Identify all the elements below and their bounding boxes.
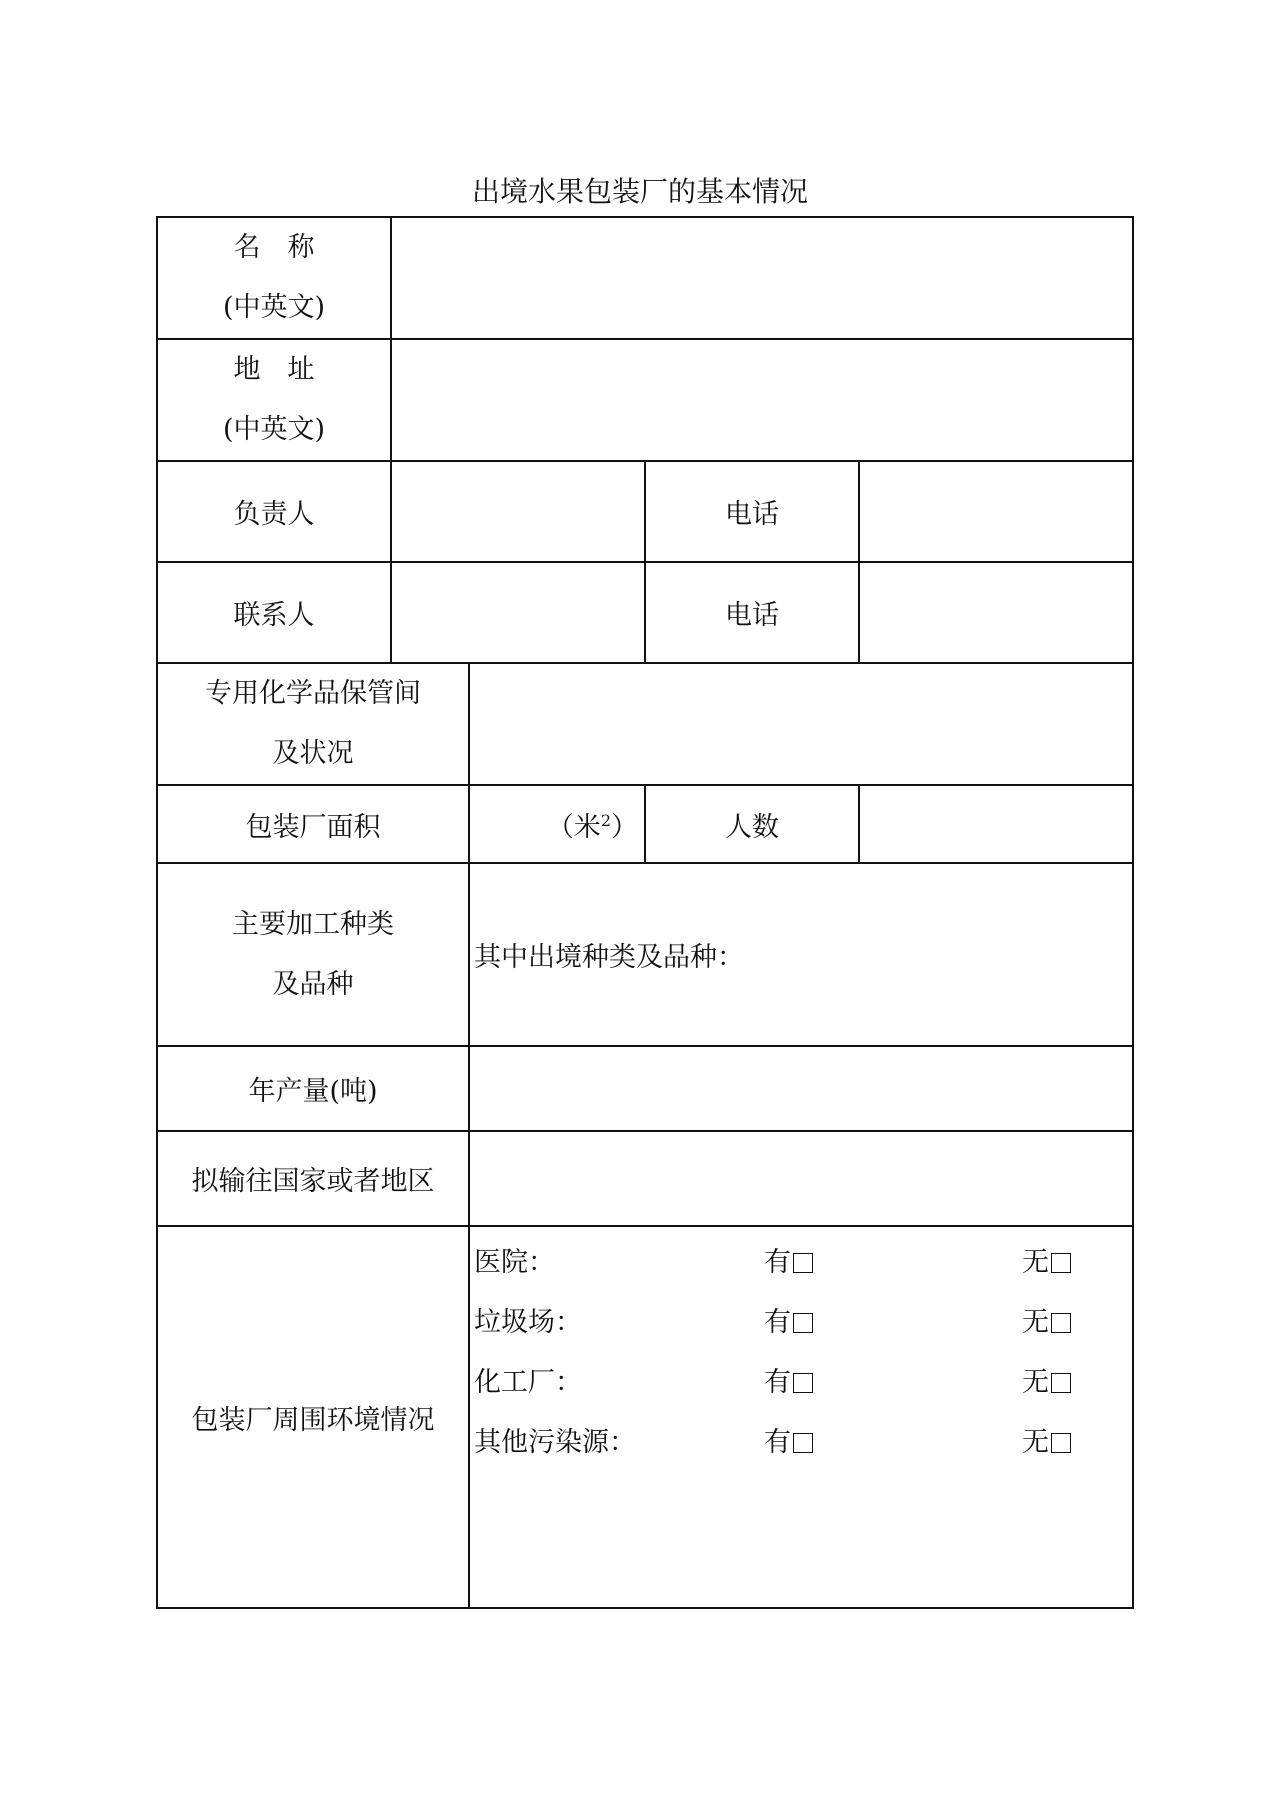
page-title: 出境水果包装厂的基本情况 <box>471 175 808 208</box>
env-row-other-pollution <box>474 1423 1132 1463</box>
address-label-lang: (中英文) <box>222 414 326 445</box>
checkbox-icon[interactable] <box>1051 1313 1071 1333</box>
headcount-field[interactable] <box>859 785 1133 863</box>
env-item-label: 医院： <box>474 1247 555 1278</box>
processing-label: 主要加工种类 <box>232 908 394 940</box>
env-no-option[interactable]: 无 <box>1022 1363 1071 1403</box>
checkbox-icon[interactable] <box>1051 1253 1071 1273</box>
env-item-label: 化工厂： <box>474 1367 582 1398</box>
area-label: 包装厂面积 <box>157 785 469 863</box>
person-in-charge-label: 负责人 <box>157 461 391 562</box>
contact-field[interactable] <box>391 562 645 663</box>
checkbox-icon[interactable] <box>1051 1433 1071 1453</box>
env-row-hospital <box>474 1243 1132 1283</box>
processing-field[interactable] <box>469 863 1133 1046</box>
chemical-label: 专用化学品保管间 <box>205 678 421 709</box>
export-varieties-text: 其中出境种类及品种： <box>474 942 744 973</box>
environment-field <box>469 1226 1133 1608</box>
person-in-charge-field[interactable] <box>391 461 645 562</box>
env-yes-option[interactable]: 有 <box>764 1363 813 1403</box>
environment-checklist <box>470 1227 1132 1607</box>
destination-field[interactable] <box>469 1131 1133 1226</box>
address-label: 地 址 <box>233 354 315 385</box>
contact-label: 联系人 <box>157 562 391 663</box>
area-field[interactable] <box>469 785 645 863</box>
checkbox-icon[interactable] <box>793 1313 813 1333</box>
area-unit: （米 <box>546 811 601 843</box>
checkbox-icon[interactable] <box>1051 1373 1071 1393</box>
factory-info-table <box>156 216 1134 1609</box>
phone-label-1: 电话 <box>645 461 859 562</box>
phone-field-1[interactable] <box>859 461 1133 562</box>
address-label-cell <box>157 339 391 461</box>
env-row-chemical-plant <box>474 1363 1132 1403</box>
env-item-label: 其他污染源： <box>474 1427 636 1458</box>
annual-output-label: 年产量(吨) <box>157 1046 469 1131</box>
checkbox-icon[interactable] <box>793 1253 813 1273</box>
checkbox-icon[interactable] <box>793 1373 813 1393</box>
area-unit-close: ） <box>611 811 638 843</box>
name-label-lang: (中英文) <box>222 292 326 323</box>
headcount-label: 人数 <box>645 785 859 863</box>
chemical-label-status: 及状况 <box>272 738 354 769</box>
phone-label-2: 电话 <box>645 562 859 663</box>
area-unit-sup: 2 <box>600 810 611 830</box>
env-yes-option[interactable]: 有 <box>764 1423 813 1463</box>
env-no-option[interactable]: 无 <box>1022 1243 1071 1283</box>
env-no-option[interactable]: 无 <box>1022 1303 1071 1343</box>
env-yes-option[interactable]: 有 <box>764 1303 813 1343</box>
name-label: 名 称 <box>233 232 315 263</box>
processing-label-varieties: 及品种 <box>272 968 354 1000</box>
phone-field-2[interactable] <box>859 562 1133 663</box>
env-yes-option[interactable]: 有 <box>764 1243 813 1283</box>
env-item-label: 垃圾场： <box>474 1307 582 1338</box>
annual-output-field[interactable] <box>469 1046 1133 1131</box>
name-label-cell <box>157 217 391 339</box>
checkbox-icon[interactable] <box>793 1433 813 1453</box>
env-row-landfill <box>474 1303 1132 1343</box>
destination-label: 拟输往国家或者地区 <box>157 1131 469 1226</box>
env-no-option[interactable]: 无 <box>1022 1423 1071 1463</box>
chemical-field[interactable] <box>469 663 1133 785</box>
address-field[interactable] <box>391 339 1133 461</box>
chemical-label-cell <box>157 663 469 785</box>
processing-label-cell <box>157 863 469 1046</box>
name-field[interactable] <box>391 217 1133 339</box>
environment-label: 包装厂周围环境情况 <box>157 1226 469 1608</box>
